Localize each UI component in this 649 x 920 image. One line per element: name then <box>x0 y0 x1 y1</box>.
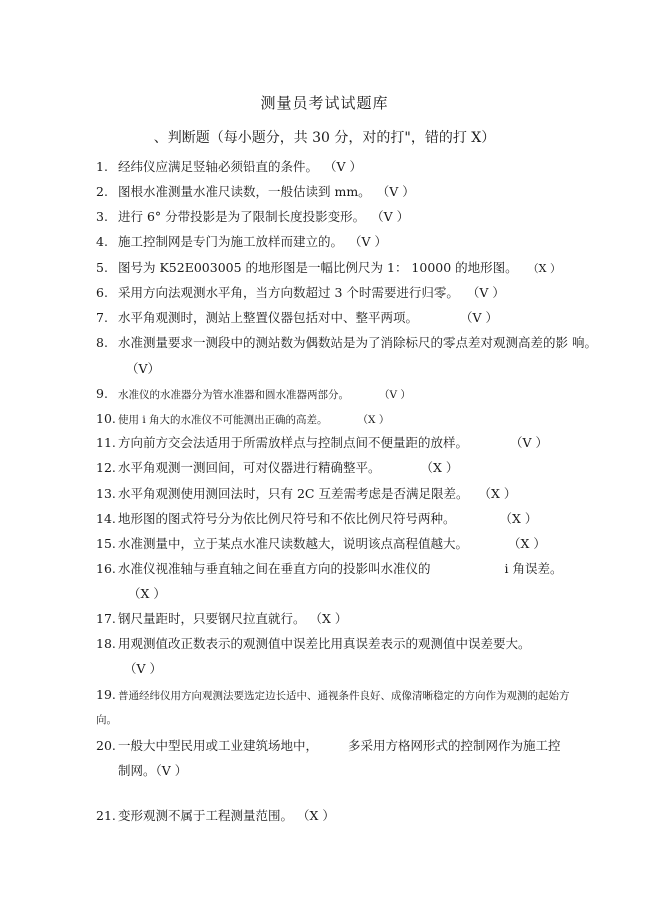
question-number: 1. <box>96 159 108 174</box>
question-8-answer <box>126 361 160 377</box>
question-number: 9. <box>96 386 108 401</box>
question-answer: （V ） <box>324 159 363 174</box>
question-17 <box>96 611 347 627</box>
question-number: 10. <box>96 411 116 426</box>
question-answer: （V ） <box>379 389 411 401</box>
question-answer: （X ） <box>297 808 335 823</box>
question-text: 一般大中型民用或工业建筑场地中， <box>118 738 319 753</box>
question-number: 5. <box>96 260 108 275</box>
question-text: 方向前方交会法适用于所需放样点与控制点间不便量距的放样。 <box>118 435 469 450</box>
question-number: 20. <box>96 738 116 753</box>
question-answer: （V ） <box>155 763 188 778</box>
question-number: 13. <box>96 486 116 501</box>
question-18 <box>96 636 531 652</box>
question-answer: （V ） <box>466 285 505 300</box>
question-2 <box>96 184 415 200</box>
question-text: 用观测值改正数表示的观测值中误差比用真误差表示的观测值中误差要大。 <box>118 636 531 651</box>
question-16 <box>96 561 563 577</box>
question-15 <box>96 536 546 552</box>
section-heading: 、判断题（每小题分，共 30 分，对的打"，错的打 X） <box>153 130 496 146</box>
question-answer: （X ） <box>478 486 517 501</box>
question-number: 21. <box>96 808 116 823</box>
question-text: 经纬仪应满足竖轴必须铅直的条件。 <box>118 159 319 174</box>
question-19-continued <box>96 712 117 728</box>
question-text: 施工控制网是专门为施工放样而建立的。 <box>118 234 344 249</box>
question-20-continued <box>118 763 187 779</box>
question-19 <box>96 687 570 704</box>
question-16-answer <box>128 586 166 602</box>
question-text: 图根水准测量水准尺读数，一般估读到 mm。 <box>118 184 371 199</box>
question-number: 18. <box>96 636 116 651</box>
question-answer: （V ） <box>349 234 388 249</box>
question-text: 变形观测不属于工程测量范围。 <box>118 808 294 823</box>
question-text: 使用 i 角大的水准仪不可能测出正确的高差。 <box>118 414 328 426</box>
question-12 <box>96 460 458 476</box>
question-answer: （X ） <box>128 586 166 601</box>
question-text: 水准仪的水准器分为管水准器和圆水准器两部分。 <box>118 389 349 401</box>
question-14 <box>96 511 537 527</box>
question-8 <box>96 335 597 351</box>
question-text: 水平角观测时，测站上整置仪器包括对中、整平两项。 <box>118 310 419 325</box>
question-text: 普通经纬仪用方向观测法要选定边长适中、通视条件良好、成像清晰稳定的方向作为观测的起始方 <box>118 690 570 702</box>
question-text-continued: 向。 <box>96 714 117 726</box>
question-answer: （V ） <box>510 435 549 450</box>
question-number: 15. <box>96 536 116 551</box>
question-6 <box>96 285 505 301</box>
question-text: 进行 6° 分带投影是为了限制长度投影变形。 <box>118 209 366 224</box>
question-text: 水准仪视准轴与垂直轴之间在垂直方向的投影叫水准仪的 <box>118 561 431 576</box>
question-number: 2. <box>96 184 108 199</box>
question-answer: （X ） <box>309 611 348 626</box>
question-text: 图号为 K52E003005 的地形图是一幅比例尺为 1： 10000 的地形图。 <box>118 260 518 275</box>
question-7 <box>96 310 498 326</box>
question-number: 14. <box>96 511 116 526</box>
question-number: 6. <box>96 285 108 300</box>
question-number: 7. <box>96 310 108 325</box>
question-text: 采用方向法观测水平角，当方向数超过 3 个时需要进行归零。 <box>118 285 459 300</box>
question-number: 8. <box>96 335 108 350</box>
question-answer: （X ） <box>357 414 390 426</box>
question-number: 11. <box>96 435 116 450</box>
question-9 <box>96 386 411 403</box>
question-3 <box>96 209 409 225</box>
question-text: 地形图的图式符号分为依比例尺符号和不依比例尺符号两种。 <box>118 511 456 526</box>
question-20 <box>96 738 561 754</box>
question-text-continued: 制网。 <box>118 763 156 778</box>
question-text: 水平角观测一测回间，可对仪器进行精确整平。 <box>118 460 381 475</box>
question-text: 水准测量中，立于某点水准尺读数越大，说明该点高程值越大。 <box>118 536 469 551</box>
question-4 <box>96 234 387 250</box>
question-text-continued: 多采用方格网形式的控制网作为施工控 <box>348 738 561 753</box>
question-answer: （X ） <box>508 536 546 551</box>
question-number: 19. <box>96 687 116 702</box>
question-answer: （X ） <box>499 511 538 526</box>
question-text: 水准测量要求一测段中的测站数为偶数站是为了消除标尺的零点差对观测高差的影 响。 <box>118 335 597 350</box>
question-5 <box>96 260 561 277</box>
question-10 <box>96 411 389 428</box>
question-number: 3. <box>96 209 108 224</box>
question-answer: （X ） <box>420 460 459 475</box>
question-13 <box>96 486 516 502</box>
question-text: 钢尺量距时，只要钢尺拉直就行。 <box>118 611 306 626</box>
page-title: 测量员考试试题库 <box>260 94 389 112</box>
question-21 <box>96 808 335 824</box>
question-text-continued: i 角误差。 <box>504 561 563 576</box>
question-answer: （V ） <box>371 209 410 224</box>
question-number: 17. <box>96 611 116 626</box>
question-text: 水平角观测使用测回法时，只有 2C 互差需考虑是否满足限差。 <box>118 486 469 501</box>
question-11 <box>96 435 548 451</box>
question-number: 4. <box>96 234 108 249</box>
question-answer: （X ） <box>527 262 561 275</box>
question-number: 16. <box>96 561 116 576</box>
question-answer: （V ） <box>124 661 163 676</box>
question-1 <box>96 159 362 175</box>
question-answer: （V ） <box>460 310 499 325</box>
question-number: 12. <box>96 460 116 475</box>
question-18-answer <box>124 661 162 677</box>
question-answer: （V） <box>126 361 161 376</box>
question-answer: （V ） <box>376 184 415 199</box>
